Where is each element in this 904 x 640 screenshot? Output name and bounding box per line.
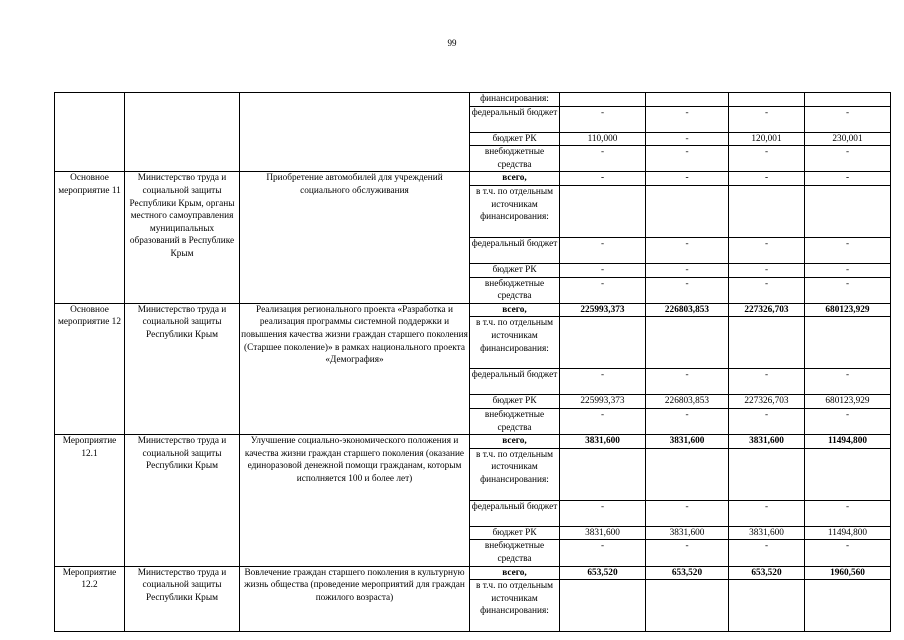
source-cell: федеральный бюджет <box>470 106 560 132</box>
amount-cell: - <box>560 146 646 172</box>
activity-code-cell: Мероприятие 12.1 <box>55 435 125 566</box>
amount-cell: - <box>729 369 805 395</box>
activity-code-cell: Основное мероприятие 12 <box>55 303 125 434</box>
executor-cell: Министерство труда и социальной защиты Республики Крым <box>125 566 240 632</box>
amount-cell: 227326,703 <box>729 303 805 317</box>
table-row <box>55 172 891 186</box>
amount-cell: - <box>805 263 891 277</box>
source-cell: в т.ч. по отдельным источникам финансирования: <box>470 317 560 369</box>
amount-cell: - <box>560 540 646 566</box>
amount-cell: 225993,373 <box>560 395 646 409</box>
amount-cell <box>805 317 891 369</box>
activity-name-cell <box>240 93 470 172</box>
amount-cell <box>560 448 646 500</box>
amount-cell: - <box>646 132 729 146</box>
amount-cell: - <box>560 106 646 132</box>
amount-cell: 3831,600 <box>729 526 805 540</box>
amount-cell <box>805 93 891 107</box>
amount-cell: - <box>560 172 646 186</box>
table-row <box>55 435 891 449</box>
source-cell: бюджет РК <box>470 263 560 277</box>
amount-cell: - <box>805 106 891 132</box>
amount-cell: 225993,373 <box>560 303 646 317</box>
amount-cell <box>560 580 646 632</box>
amount-cell <box>560 93 646 107</box>
activity-name-cell: Улучшение социально-экономического положения и качества жизни граждан старшего поколения (оказание единоразовой денежной помощи гражданам, которым исполняется 100 и более лет) <box>240 435 470 566</box>
amount-cell <box>729 448 805 500</box>
amount-cell <box>646 93 729 107</box>
amount-cell: - <box>646 500 729 526</box>
executor-cell: Министерство труда и социальной защиты Республики Крым <box>125 435 240 566</box>
financing-table <box>54 92 891 632</box>
amount-cell: - <box>560 408 646 434</box>
amount-cell: 120,001 <box>729 132 805 146</box>
amount-cell: - <box>646 277 729 303</box>
amount-cell: - <box>729 146 805 172</box>
amount-cell: 3831,600 <box>729 435 805 449</box>
amount-cell: 227326,703 <box>729 395 805 409</box>
amount-cell: - <box>646 408 729 434</box>
amount-cell: - <box>646 146 729 172</box>
amount-cell: - <box>729 408 805 434</box>
source-cell: всего, <box>470 303 560 317</box>
amount-cell: - <box>560 369 646 395</box>
amount-cell <box>646 185 729 237</box>
amount-cell: - <box>729 106 805 132</box>
source-cell: внебюджетные средства <box>470 540 560 566</box>
amount-cell: - <box>560 237 646 263</box>
source-cell: в т.ч. по отдельным источникам финансирования: <box>470 448 560 500</box>
amount-cell: - <box>729 263 805 277</box>
amount-cell: - <box>729 277 805 303</box>
amount-cell: - <box>646 263 729 277</box>
amount-cell: - <box>729 172 805 186</box>
amount-cell <box>729 185 805 237</box>
source-cell: внебюджетные средства <box>470 277 560 303</box>
activity-code-cell: Мероприятие 12.2 <box>55 566 125 632</box>
activity-name-cell: Приобретение автомобилей для учреждений социального обслуживания <box>240 172 470 303</box>
amount-cell: 226803,853 <box>646 395 729 409</box>
source-cell: в т.ч. по отдельным источникам финансирования: <box>470 580 560 632</box>
amount-cell <box>560 185 646 237</box>
amount-cell: - <box>805 146 891 172</box>
amount-cell <box>646 580 729 632</box>
amount-cell: 3831,600 <box>646 526 729 540</box>
activity-code-cell: Основное мероприятие 11 <box>55 172 125 303</box>
amount-cell <box>805 185 891 237</box>
amount-cell <box>560 317 646 369</box>
amount-cell <box>729 93 805 107</box>
amount-cell: 230,001 <box>805 132 891 146</box>
amount-cell: - <box>805 277 891 303</box>
amount-cell: - <box>805 172 891 186</box>
amount-cell: - <box>646 237 729 263</box>
amount-cell: - <box>646 172 729 186</box>
executor-cell <box>125 93 240 172</box>
amount-cell: 3831,600 <box>560 435 646 449</box>
source-cell: всего, <box>470 435 560 449</box>
source-cell: бюджет РК <box>470 395 560 409</box>
amount-cell: - <box>805 408 891 434</box>
table-row <box>55 303 891 317</box>
source-cell: федеральный бюджет <box>470 237 560 263</box>
amount-cell: - <box>805 237 891 263</box>
amount-cell: 3831,600 <box>560 526 646 540</box>
source-cell: федеральный бюджет <box>470 500 560 526</box>
amount-cell: 226803,853 <box>646 303 729 317</box>
amount-cell: - <box>729 237 805 263</box>
source-cell: финансирования: <box>470 93 560 107</box>
source-cell: в т.ч. по отдельным источникам финансирования: <box>470 185 560 237</box>
amount-cell: - <box>805 540 891 566</box>
table-row <box>55 93 891 107</box>
amount-cell: - <box>805 500 891 526</box>
source-cell: бюджет РК <box>470 526 560 540</box>
source-cell: внебюджетные средства <box>470 408 560 434</box>
amount-cell: 110,000 <box>560 132 646 146</box>
amount-cell <box>646 317 729 369</box>
executor-cell: Министерство труда и социальной защиты Республики Крым <box>125 303 240 434</box>
amount-cell: 1960,560 <box>805 566 891 580</box>
page-number: 99 <box>447 38 457 48</box>
source-cell: федеральный бюджет <box>470 369 560 395</box>
activity-code-cell <box>55 93 125 172</box>
amount-cell: 653,520 <box>560 566 646 580</box>
activity-name-cell: Реализация регионального проекта «Разработка и реализация программы системной поддержки и повышения качества жизни граждан старшего поколения (Старшее поколение)» в рамках национального проекта «Демография» <box>240 303 470 434</box>
amount-cell <box>729 580 805 632</box>
amount-cell: 11494,800 <box>805 435 891 449</box>
activity-name-cell: Вовлечение граждан старшего поколения в культурную жизнь общества (проведение мероприятий для граждан пожилого возраста) <box>240 566 470 632</box>
amount-cell: 3831,600 <box>646 435 729 449</box>
amount-cell <box>646 448 729 500</box>
amount-cell: - <box>560 500 646 526</box>
amount-cell: - <box>646 106 729 132</box>
amount-cell: - <box>646 540 729 566</box>
amount-cell: 680123,929 <box>805 395 891 409</box>
source-cell: всего, <box>470 172 560 186</box>
amount-cell: 653,520 <box>646 566 729 580</box>
table-row <box>55 566 891 580</box>
amount-cell: - <box>646 369 729 395</box>
source-cell: всего, <box>470 566 560 580</box>
amount-cell: 680123,929 <box>805 303 891 317</box>
amount-cell: - <box>560 277 646 303</box>
amount-cell: - <box>805 369 891 395</box>
amount-cell: 11494,800 <box>805 526 891 540</box>
amount-cell: - <box>729 500 805 526</box>
amount-cell: - <box>560 263 646 277</box>
amount-cell: 653,520 <box>729 566 805 580</box>
amount-cell <box>805 580 891 632</box>
source-cell: внебюджетные средства <box>470 146 560 172</box>
source-cell: бюджет РК <box>470 132 560 146</box>
amount-cell: - <box>729 540 805 566</box>
executor-cell: Министерство труда и социальной защиты Республики Крым, органы местного самоуправления муниципальных образований в Республике Крым <box>125 172 240 303</box>
amount-cell <box>805 448 891 500</box>
amount-cell <box>729 317 805 369</box>
